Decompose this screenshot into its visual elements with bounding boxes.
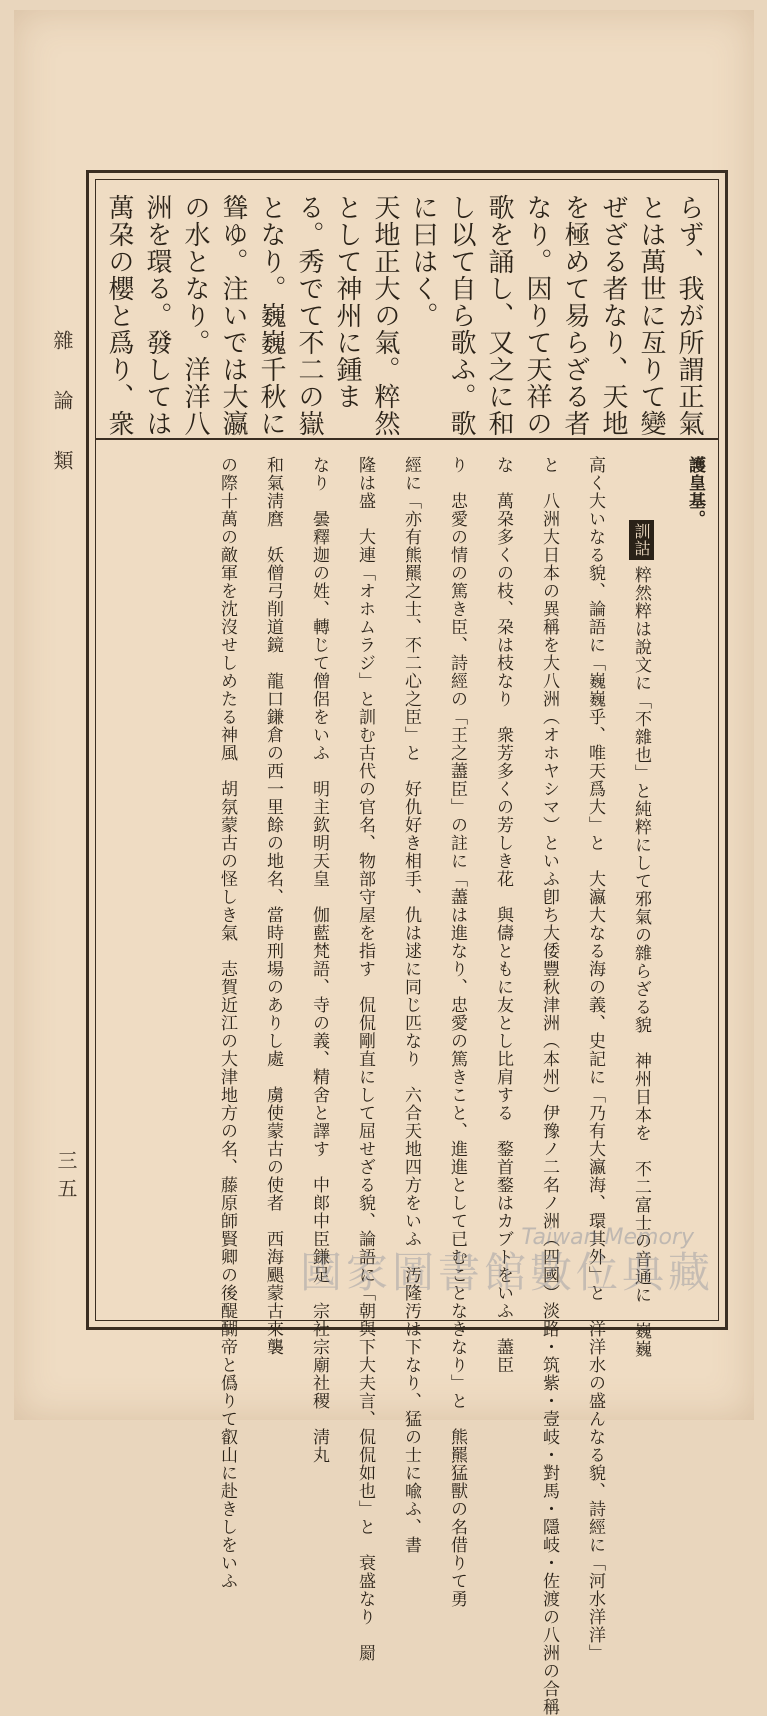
watermark-chinese: 國家圖書館數位典藏 (299, 1248, 714, 1297)
main-text-col: し以て自ら歌ふ。歌 (446, 194, 476, 437)
main-text-col: なり。因りて天祥の (522, 194, 552, 437)
notes-col: 隆は盛 大連「オホムラジ」と訓む古代の官名、物部守屋を指す 侃侃剛直にして屈せざる貌、論語に「朝與下大夫言、侃侃如也」と 衰盛なり 罽 (355, 456, 375, 1662)
page (14, 10, 754, 1716)
text-frame (86, 170, 728, 1716)
running-head: 雜 論 類 (50, 330, 74, 478)
notes-col: の際十萬の敵軍を沈沒せしめたる神風 胡氛蒙古の怪しき氣 志賀近江の大津地方の名、藤原師賢卿の後醍醐帝と僞りて叡山に赴きしをいふ (217, 456, 237, 1590)
main-text-block (96, 180, 718, 440)
main-text-col: る。秀でて不二の嶽 (294, 194, 324, 437)
page-number: 三五 (54, 1150, 78, 1206)
main-text-col: として神州に鍾ま (332, 194, 362, 410)
notes-col: な 萬朶多くの枝、朶は枝なり 衆芳多くの芳しき花 與儔ともに友とし比肩する 鍪首鍪はカブトをいふ 藎臣 (493, 456, 513, 1374)
notes-block (96, 440, 718, 1716)
main-text-col: らず、我が所謂正氣 (674, 194, 704, 437)
main-text-col: 歌を誦し、又之に和 (484, 194, 514, 437)
notes-col: り 忠愛の情の篤き臣、詩經の「王之藎臣」の註に「藎は進なり、忠愛の篤きこと、進進として已むことなきなり」と 熊羆猛獸の名借りて勇 (447, 456, 467, 1608)
notes-col: 高く大いなる貌、論語に「巍巍乎、唯天爲大」と 大瀛大なる海の義、史記に「乃有大瀛海、環其外」と 洋洋水の盛んなる貌、詩經に「河水洋洋」 (585, 456, 605, 1662)
main-text-col: となり。巍巍千秋に (256, 194, 286, 437)
main-text-col: ぜざる者なり、天地 (598, 194, 628, 437)
notes-label: 訓詁 (629, 520, 654, 560)
notes-text: 粹然粹は說文に「不雜也」と純粹にして邪氣の雜らざる貌 神州日本を 不二富士の音通に 巍巍 (631, 566, 651, 1358)
watermark-english: Taiwan Memory (521, 1225, 694, 1250)
notes-col: なり 曇釋迦の姓、轉じて僧侶をいふ 明主欽明天皇 伽藍梵語、寺の義、精舍と譯す 中郞中臣鎌足 宗社宗廟社稷 淸丸 (309, 456, 329, 1464)
main-text-col: を極めて易らざる者 (560, 194, 590, 437)
main-text-col: とは萬世に亙りて變 (636, 194, 666, 437)
frame-inner (95, 179, 719, 1716)
notes-col: 經に「亦有熊羆之士、不二心之臣」と 好仇好き相手、仇は逑に同じ匹なり 六合天地四方をいふ 汚隆汚は下なり、猛の士に喩ふ、書 (401, 456, 421, 1554)
main-text-col: に曰はく。 (408, 194, 438, 329)
main-text-col: 聳ゆ。注いでは大瀛 (218, 194, 248, 437)
notes-col: と 八洲大日本の異稱を大八洲（オホヤシマ）といふ卽ち大倭豐秋津洲（本州）伊豫ノ二名ノ洲（四國）淡路・筑紫・壹岐・對馬・隱岐・佐渡の八洲の合稱 (539, 456, 559, 1716)
main-text-col: 天地正大の氣。粹然 (370, 194, 400, 437)
main-text-col: の水となり。洋洋八 (180, 194, 210, 437)
main-text-col: 萬朶の櫻と爲り、衆 (104, 194, 134, 437)
notes-col: 和氣淸麿 妖僧弓削道鏡 龍口鎌倉の西一里餘の地名、當時刑場のありし處 虜使蒙古の使者 西海颶蒙古來襲 (263, 456, 283, 1356)
main-text-col: 洲を環る。發しては (142, 194, 172, 437)
section-title: 護皇基。 (685, 456, 705, 528)
